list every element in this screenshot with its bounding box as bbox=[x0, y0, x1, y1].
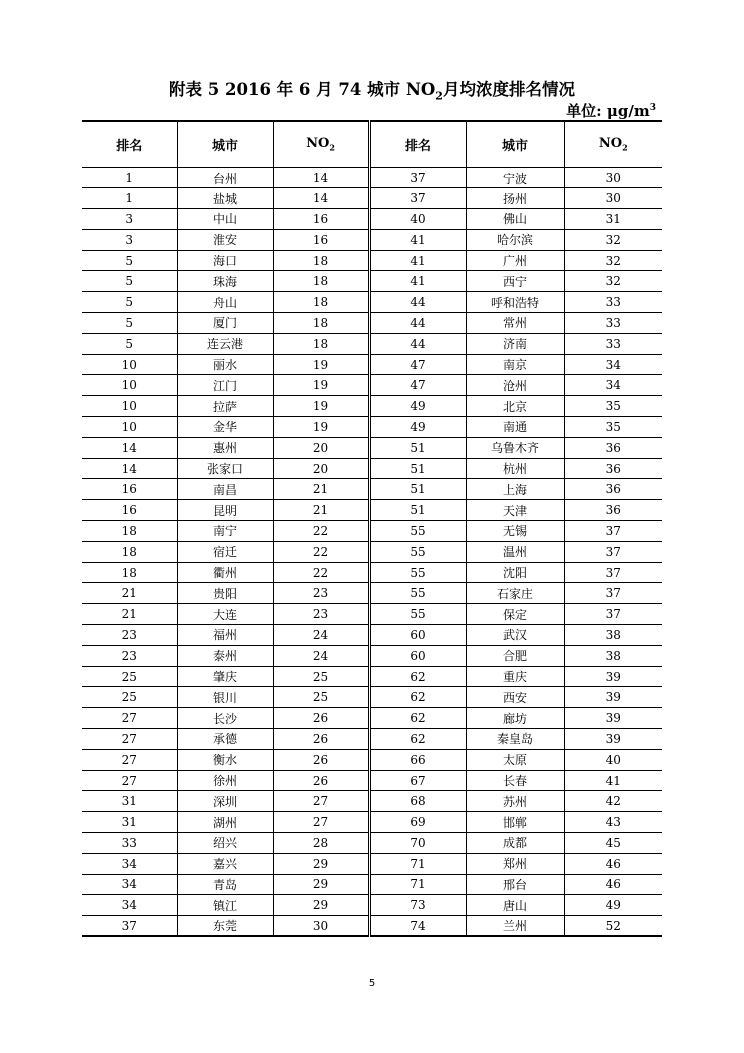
table-row bbox=[82, 749, 662, 770]
cell-no2-left: 26 bbox=[273, 749, 369, 770]
cell-rank-left: 5 bbox=[82, 333, 177, 354]
cell-no2-left: 18 bbox=[273, 333, 369, 354]
cell-rank-left: 14 bbox=[82, 437, 177, 458]
header-city-left: 城市 bbox=[177, 121, 273, 167]
cell-city-left: 海口 bbox=[177, 250, 273, 271]
cell-city-right: 太原 bbox=[466, 749, 564, 770]
table-row bbox=[82, 812, 662, 833]
cell-city-right: 温州 bbox=[466, 541, 564, 562]
header-no2-text: NO bbox=[598, 135, 623, 151]
cell-rank-left: 18 bbox=[82, 541, 177, 562]
cell-no2-left: 22 bbox=[273, 541, 369, 562]
cell-rank-left: 25 bbox=[82, 687, 177, 708]
cell-rank-right: 62 bbox=[369, 687, 466, 708]
cell-no2-right: 39 bbox=[564, 687, 662, 708]
cell-no2-right: 36 bbox=[564, 500, 662, 521]
cell-city-right: 苏州 bbox=[466, 791, 564, 812]
cell-rank-left: 3 bbox=[82, 209, 177, 230]
cell-city-right: 广州 bbox=[466, 250, 564, 271]
cell-rank-right: 67 bbox=[369, 770, 466, 791]
cell-city-right: 石家庄 bbox=[466, 583, 564, 604]
cell-rank-left: 27 bbox=[82, 749, 177, 770]
cell-no2-right: 33 bbox=[564, 333, 662, 354]
cell-no2-right: 38 bbox=[564, 625, 662, 646]
cell-rank-left: 18 bbox=[82, 562, 177, 583]
cell-no2-left: 18 bbox=[273, 313, 369, 334]
cell-city-left: 江门 bbox=[177, 375, 273, 396]
cell-rank-right: 60 bbox=[369, 625, 466, 646]
cell-no2-left: 29 bbox=[273, 853, 369, 874]
cell-city-left: 台州 bbox=[177, 167, 273, 188]
cell-rank-right: 73 bbox=[369, 895, 466, 916]
cell-city-right: 无锡 bbox=[466, 521, 564, 542]
cell-no2-left: 26 bbox=[273, 708, 369, 729]
header-rank-left: 排名 bbox=[82, 121, 177, 167]
cell-city-left: 惠州 bbox=[177, 437, 273, 458]
cell-rank-right: 37 bbox=[369, 167, 466, 188]
cell-city-right: 兰州 bbox=[466, 916, 564, 937]
cell-rank-left: 27 bbox=[82, 770, 177, 791]
cell-city-left: 张家口 bbox=[177, 458, 273, 479]
cell-city-left: 深圳 bbox=[177, 791, 273, 812]
header-no2-sub: 2 bbox=[329, 142, 335, 153]
table-row bbox=[82, 833, 662, 854]
cell-rank-right: 55 bbox=[369, 521, 466, 542]
cell-city-right: 重庆 bbox=[466, 666, 564, 687]
cell-rank-left: 16 bbox=[82, 479, 177, 500]
cell-city-right: 邢台 bbox=[466, 874, 564, 895]
table-row bbox=[82, 479, 662, 500]
table-row bbox=[82, 604, 662, 625]
cell-rank-left: 5 bbox=[82, 313, 177, 334]
cell-no2-right: 34 bbox=[564, 375, 662, 396]
cell-rank-right: 60 bbox=[369, 645, 466, 666]
cell-rank-left: 14 bbox=[82, 458, 177, 479]
cell-city-left: 东莞 bbox=[177, 916, 273, 937]
cell-city-left: 盐城 bbox=[177, 188, 273, 209]
cell-rank-right: 41 bbox=[369, 250, 466, 271]
table-row bbox=[82, 333, 662, 354]
cell-city-right: 合肥 bbox=[466, 645, 564, 666]
cell-rank-right: 51 bbox=[369, 500, 466, 521]
cell-no2-left: 21 bbox=[273, 479, 369, 500]
cell-rank-right: 49 bbox=[369, 396, 466, 417]
cell-rank-right: 37 bbox=[369, 188, 466, 209]
cell-city-right: 邯郸 bbox=[466, 812, 564, 833]
table-row bbox=[82, 521, 662, 542]
cell-city-left: 南宁 bbox=[177, 521, 273, 542]
cell-no2-left: 26 bbox=[273, 770, 369, 791]
cell-no2-left: 19 bbox=[273, 375, 369, 396]
title-subscript: 2 bbox=[435, 89, 443, 103]
cell-city-left: 长沙 bbox=[177, 708, 273, 729]
cell-city-left: 承德 bbox=[177, 729, 273, 750]
cell-city-right: 佛山 bbox=[466, 209, 564, 230]
cell-city-left: 银川 bbox=[177, 687, 273, 708]
cell-no2-right: 40 bbox=[564, 749, 662, 770]
cell-rank-right: 51 bbox=[369, 479, 466, 500]
cell-no2-left: 24 bbox=[273, 645, 369, 666]
cell-no2-left: 19 bbox=[273, 354, 369, 375]
cell-city-left: 金华 bbox=[177, 417, 273, 438]
cell-rank-left: 1 bbox=[82, 188, 177, 209]
cell-rank-right: 44 bbox=[369, 292, 466, 313]
cell-city-right: 郑州 bbox=[466, 853, 564, 874]
cell-rank-right: 51 bbox=[369, 458, 466, 479]
cell-no2-left: 26 bbox=[273, 729, 369, 750]
cell-city-left: 厦门 bbox=[177, 313, 273, 334]
cell-rank-left: 10 bbox=[82, 375, 177, 396]
table-row bbox=[82, 354, 662, 375]
table-row bbox=[82, 375, 662, 396]
table-row bbox=[82, 271, 662, 292]
cell-no2-left: 27 bbox=[273, 812, 369, 833]
title-prefix: 附表 5 2016 年 6 月 74 城市 NO bbox=[169, 80, 436, 99]
cell-rank-right: 74 bbox=[369, 916, 466, 937]
table-row bbox=[82, 313, 662, 334]
table-row bbox=[82, 437, 662, 458]
cell-city-right: 呼和浩特 bbox=[466, 292, 564, 313]
header-rank-right: 排名 bbox=[369, 121, 466, 167]
cell-no2-right: 46 bbox=[564, 853, 662, 874]
cell-no2-left: 21 bbox=[273, 500, 369, 521]
cell-no2-right: 45 bbox=[564, 833, 662, 854]
cell-city-left: 连云港 bbox=[177, 333, 273, 354]
table-row bbox=[82, 396, 662, 417]
cell-city-left: 福州 bbox=[177, 625, 273, 646]
cell-city-right: 保定 bbox=[466, 604, 564, 625]
table-row bbox=[82, 708, 662, 729]
cell-no2-right: 38 bbox=[564, 645, 662, 666]
cell-no2-left: 18 bbox=[273, 271, 369, 292]
cell-no2-left: 14 bbox=[273, 167, 369, 188]
cell-rank-right: 71 bbox=[369, 874, 466, 895]
cell-no2-right: 37 bbox=[564, 541, 662, 562]
cell-city-left: 衢州 bbox=[177, 562, 273, 583]
cell-no2-left: 18 bbox=[273, 250, 369, 271]
cell-no2-left: 28 bbox=[273, 833, 369, 854]
cell-city-left: 大连 bbox=[177, 604, 273, 625]
cell-no2-right: 33 bbox=[564, 313, 662, 334]
cell-no2-left: 22 bbox=[273, 562, 369, 583]
cell-city-right: 秦皇岛 bbox=[466, 729, 564, 750]
cell-no2-right: 36 bbox=[564, 437, 662, 458]
cell-rank-right: 62 bbox=[369, 666, 466, 687]
cell-no2-right: 39 bbox=[564, 708, 662, 729]
cell-no2-right: 33 bbox=[564, 292, 662, 313]
table-row bbox=[82, 895, 662, 916]
cell-city-right: 杭州 bbox=[466, 458, 564, 479]
cell-rank-right: 55 bbox=[369, 562, 466, 583]
table-row bbox=[82, 770, 662, 791]
cell-city-right: 沈阳 bbox=[466, 562, 564, 583]
cell-no2-left: 25 bbox=[273, 666, 369, 687]
header-no2-text: NO bbox=[306, 135, 330, 151]
cell-no2-right: 39 bbox=[564, 666, 662, 687]
table-row bbox=[82, 666, 662, 687]
table-row bbox=[82, 916, 662, 937]
cell-rank-left: 3 bbox=[82, 229, 177, 250]
title-suffix: 月均浓度排名情况 bbox=[442, 80, 575, 99]
cell-city-left: 镇江 bbox=[177, 895, 273, 916]
cell-no2-right: 36 bbox=[564, 458, 662, 479]
cell-rank-left: 25 bbox=[82, 666, 177, 687]
cell-city-left: 肇庆 bbox=[177, 666, 273, 687]
cell-no2-right: 37 bbox=[564, 604, 662, 625]
cell-no2-left: 23 bbox=[273, 604, 369, 625]
cell-no2-left: 29 bbox=[273, 874, 369, 895]
cell-no2-right: 49 bbox=[564, 895, 662, 916]
ranking-table bbox=[82, 120, 662, 937]
cell-no2-right: 34 bbox=[564, 354, 662, 375]
cell-rank-right: 68 bbox=[369, 791, 466, 812]
cell-rank-left: 31 bbox=[82, 791, 177, 812]
cell-no2-left: 19 bbox=[273, 396, 369, 417]
cell-no2-right: 39 bbox=[564, 729, 662, 750]
table-row bbox=[82, 874, 662, 895]
table-row bbox=[82, 583, 662, 604]
cell-rank-right: 44 bbox=[369, 333, 466, 354]
table-row bbox=[82, 209, 662, 230]
cell-no2-right: 37 bbox=[564, 521, 662, 542]
cell-no2-right: 32 bbox=[564, 229, 662, 250]
cell-no2-right: 35 bbox=[564, 396, 662, 417]
cell-rank-right: 47 bbox=[369, 354, 466, 375]
cell-city-left: 丽水 bbox=[177, 354, 273, 375]
cell-city-right: 南京 bbox=[466, 354, 564, 375]
cell-city-left: 中山 bbox=[177, 209, 273, 230]
cell-city-right: 北京 bbox=[466, 396, 564, 417]
table-body bbox=[82, 167, 662, 936]
header-no2-right bbox=[564, 121, 662, 167]
cell-rank-left: 16 bbox=[82, 500, 177, 521]
cell-no2-right: 35 bbox=[564, 417, 662, 438]
table-row bbox=[82, 417, 662, 438]
page-number: 5 bbox=[368, 978, 376, 989]
cell-city-left: 泰州 bbox=[177, 645, 273, 666]
cell-no2-left: 22 bbox=[273, 521, 369, 542]
table-row bbox=[82, 167, 662, 188]
cell-rank-left: 23 bbox=[82, 625, 177, 646]
cell-city-left: 宿迁 bbox=[177, 541, 273, 562]
cell-rank-left: 10 bbox=[82, 354, 177, 375]
cell-rank-right: 69 bbox=[369, 812, 466, 833]
cell-rank-left: 37 bbox=[82, 916, 177, 937]
table-row bbox=[82, 250, 662, 271]
cell-no2-left: 20 bbox=[273, 458, 369, 479]
table-row bbox=[82, 292, 662, 313]
cell-city-left: 嘉兴 bbox=[177, 853, 273, 874]
table-row bbox=[82, 229, 662, 250]
cell-no2-left: 18 bbox=[273, 292, 369, 313]
cell-city-right: 天津 bbox=[466, 500, 564, 521]
cell-rank-left: 10 bbox=[82, 396, 177, 417]
cell-city-right: 唐山 bbox=[466, 895, 564, 916]
cell-city-left: 衡水 bbox=[177, 749, 273, 770]
cell-rank-left: 1 bbox=[82, 167, 177, 188]
cell-rank-left: 34 bbox=[82, 895, 177, 916]
cell-no2-right: 30 bbox=[564, 167, 662, 188]
cell-no2-right: 37 bbox=[564, 583, 662, 604]
cell-rank-left: 21 bbox=[82, 583, 177, 604]
cell-no2-left: 20 bbox=[273, 437, 369, 458]
header-no2-left bbox=[273, 121, 369, 167]
cell-no2-right: 31 bbox=[564, 209, 662, 230]
header-city-right: 城市 bbox=[466, 121, 564, 167]
cell-no2-right: 32 bbox=[564, 250, 662, 271]
unit-label bbox=[566, 100, 656, 121]
cell-city-right: 西宁 bbox=[466, 271, 564, 292]
cell-rank-left: 31 bbox=[82, 812, 177, 833]
cell-city-left: 徐州 bbox=[177, 770, 273, 791]
cell-rank-right: 51 bbox=[369, 437, 466, 458]
table-row bbox=[82, 791, 662, 812]
cell-city-right: 沧州 bbox=[466, 375, 564, 396]
cell-city-right: 武汉 bbox=[466, 625, 564, 646]
cell-city-left: 湖州 bbox=[177, 812, 273, 833]
table-row bbox=[82, 188, 662, 209]
cell-no2-left: 16 bbox=[273, 209, 369, 230]
cell-city-right: 南通 bbox=[466, 417, 564, 438]
cell-city-right: 济南 bbox=[466, 333, 564, 354]
cell-city-right: 常州 bbox=[466, 313, 564, 334]
cell-rank-right: 41 bbox=[369, 271, 466, 292]
cell-no2-left: 19 bbox=[273, 417, 369, 438]
cell-city-right: 哈尔滨 bbox=[466, 229, 564, 250]
cell-city-right: 廊坊 bbox=[466, 708, 564, 729]
table-row bbox=[82, 562, 662, 583]
cell-city-left: 南昌 bbox=[177, 479, 273, 500]
cell-rank-right: 40 bbox=[369, 209, 466, 230]
cell-rank-left: 34 bbox=[82, 874, 177, 895]
cell-city-right: 宁波 bbox=[466, 167, 564, 188]
table-row bbox=[82, 500, 662, 521]
cell-rank-left: 34 bbox=[82, 853, 177, 874]
table-row bbox=[82, 687, 662, 708]
cell-rank-left: 21 bbox=[82, 604, 177, 625]
cell-rank-right: 44 bbox=[369, 313, 466, 334]
cell-no2-left: 27 bbox=[273, 791, 369, 812]
cell-city-right: 乌鲁木齐 bbox=[466, 437, 564, 458]
cell-no2-right: 32 bbox=[564, 271, 662, 292]
cell-no2-left: 25 bbox=[273, 687, 369, 708]
header-no2-sub: 2 bbox=[622, 142, 628, 153]
table-row bbox=[82, 729, 662, 750]
cell-no2-left: 29 bbox=[273, 895, 369, 916]
unit-superscript: 3 bbox=[649, 103, 656, 113]
cell-city-left: 贵阳 bbox=[177, 583, 273, 604]
cell-rank-left: 5 bbox=[82, 250, 177, 271]
cell-no2-left: 16 bbox=[273, 229, 369, 250]
cell-city-left: 绍兴 bbox=[177, 833, 273, 854]
table-row bbox=[82, 625, 662, 646]
cell-city-right: 扬州 bbox=[466, 188, 564, 209]
cell-city-right: 西安 bbox=[466, 687, 564, 708]
cell-no2-right: 43 bbox=[564, 812, 662, 833]
cell-rank-left: 27 bbox=[82, 708, 177, 729]
cell-rank-right: 66 bbox=[369, 749, 466, 770]
cell-city-left: 拉萨 bbox=[177, 396, 273, 417]
cell-rank-right: 55 bbox=[369, 604, 466, 625]
table-row bbox=[82, 458, 662, 479]
cell-rank-right: 47 bbox=[369, 375, 466, 396]
cell-rank-right: 62 bbox=[369, 729, 466, 750]
cell-rank-right: 71 bbox=[369, 853, 466, 874]
table-header-row bbox=[82, 121, 662, 167]
cell-city-right: 长春 bbox=[466, 770, 564, 791]
table-row bbox=[82, 645, 662, 666]
cell-rank-right: 62 bbox=[369, 708, 466, 729]
cell-no2-right: 41 bbox=[564, 770, 662, 791]
cell-city-left: 昆明 bbox=[177, 500, 273, 521]
cell-no2-right: 36 bbox=[564, 479, 662, 500]
cell-no2-right: 52 bbox=[564, 916, 662, 937]
cell-city-left: 淮安 bbox=[177, 229, 273, 250]
cell-no2-left: 14 bbox=[273, 188, 369, 209]
cell-rank-right: 49 bbox=[369, 417, 466, 438]
table-row bbox=[82, 853, 662, 874]
cell-city-right: 成都 bbox=[466, 833, 564, 854]
cell-rank-left: 5 bbox=[82, 292, 177, 313]
cell-no2-left: 30 bbox=[273, 916, 369, 937]
cell-rank-right: 41 bbox=[369, 229, 466, 250]
cell-city-left: 珠海 bbox=[177, 271, 273, 292]
cell-city-left: 青岛 bbox=[177, 874, 273, 895]
cell-rank-left: 10 bbox=[82, 417, 177, 438]
cell-no2-right: 46 bbox=[564, 874, 662, 895]
cell-rank-left: 27 bbox=[82, 729, 177, 750]
unit-text: 单位: μg/m bbox=[566, 102, 650, 120]
cell-no2-left: 23 bbox=[273, 583, 369, 604]
cell-rank-left: 5 bbox=[82, 271, 177, 292]
table-title bbox=[0, 76, 744, 102]
cell-no2-left: 24 bbox=[273, 625, 369, 646]
cell-rank-right: 70 bbox=[369, 833, 466, 854]
cell-city-left: 舟山 bbox=[177, 292, 273, 313]
cell-no2-right: 30 bbox=[564, 188, 662, 209]
cell-city-right: 上海 bbox=[466, 479, 564, 500]
cell-rank-left: 23 bbox=[82, 645, 177, 666]
table-row bbox=[82, 541, 662, 562]
cell-no2-right: 42 bbox=[564, 791, 662, 812]
cell-no2-right: 37 bbox=[564, 562, 662, 583]
cell-rank-left: 18 bbox=[82, 521, 177, 542]
cell-rank-left: 33 bbox=[82, 833, 177, 854]
cell-rank-right: 55 bbox=[369, 583, 466, 604]
cell-rank-right: 55 bbox=[369, 541, 466, 562]
